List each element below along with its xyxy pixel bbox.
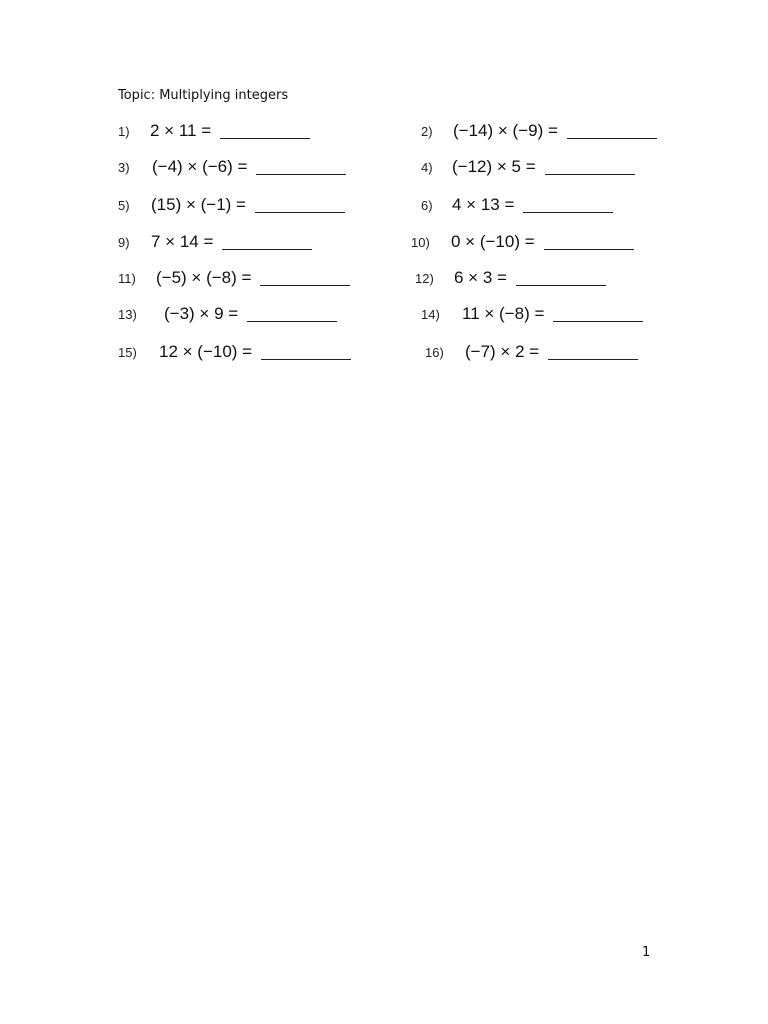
- problem-number: 14): [421, 306, 440, 322]
- answer-blank: [260, 285, 350, 286]
- problem-expression: (−7) × 2 =: [465, 342, 540, 361]
- problem-item: [118, 265, 350, 291]
- problem-expression: 12 × (−10) =: [159, 342, 253, 361]
- problem-item: [118, 192, 345, 218]
- problem-number: 9): [118, 234, 130, 250]
- problem-number: 3): [118, 159, 130, 175]
- problem-item: [425, 339, 638, 365]
- problem-expression: (−3) × 9 =: [164, 304, 239, 323]
- problem-item: [421, 118, 657, 144]
- answer-blank: [567, 138, 657, 139]
- answer-blank: [553, 321, 643, 322]
- problem-item: [118, 229, 312, 255]
- problem-item: [421, 301, 643, 327]
- problem-number: 5): [118, 197, 130, 213]
- problem-number: 16): [425, 344, 444, 360]
- problem-item: [421, 154, 635, 180]
- answer-blank: [247, 321, 337, 322]
- problem-number: 11): [118, 270, 136, 286]
- problem-number: 1): [118, 123, 130, 139]
- problem-number: 13): [118, 306, 137, 322]
- problem-expression: 0 × (−10) =: [451, 232, 535, 251]
- problem-expression: 4 × 13 =: [452, 195, 515, 214]
- problem-number: 2): [421, 123, 433, 139]
- problem-item: [118, 301, 337, 327]
- answer-blank: [261, 359, 351, 360]
- problem-item: [415, 265, 606, 291]
- problem-number: 4): [421, 159, 433, 175]
- answer-blank: [220, 138, 310, 139]
- problem-expression: (−4) × (−6) =: [152, 157, 248, 176]
- topic-heading: Topic: Multiplying integers: [118, 88, 289, 103]
- problem-expression: (−14) × (−9) =: [453, 121, 558, 140]
- answer-blank: [255, 212, 345, 213]
- problem-item: [118, 118, 310, 144]
- answer-blank: [222, 249, 312, 250]
- problem-item: [411, 229, 634, 255]
- problem-number: 12): [415, 270, 434, 286]
- answer-blank: [548, 359, 638, 360]
- problem-expression: 11 × (−8) =: [462, 304, 545, 323]
- problem-expression: (15) × (−1) =: [151, 195, 246, 214]
- problem-number: 6): [421, 197, 433, 213]
- answer-blank: [544, 249, 634, 250]
- answer-blank: [523, 212, 613, 213]
- problem-item: [421, 192, 613, 218]
- answer-blank: [516, 285, 606, 286]
- problem-expression: (−5) × (−8) =: [156, 268, 252, 287]
- answer-blank: [256, 174, 346, 175]
- problem-expression: 6 × 3 =: [454, 268, 507, 287]
- problem-expression: (−12) × 5 =: [452, 157, 536, 176]
- problem-number: 15): [118, 344, 137, 360]
- answer-blank: [545, 174, 635, 175]
- problem-item: [118, 154, 346, 180]
- problem-expression: 2 × 11 =: [150, 121, 212, 140]
- problem-expression: 7 × 14 =: [151, 232, 214, 251]
- problem-item: [118, 339, 351, 365]
- page-number: 1: [642, 945, 651, 960]
- problem-number: 10): [411, 234, 430, 250]
